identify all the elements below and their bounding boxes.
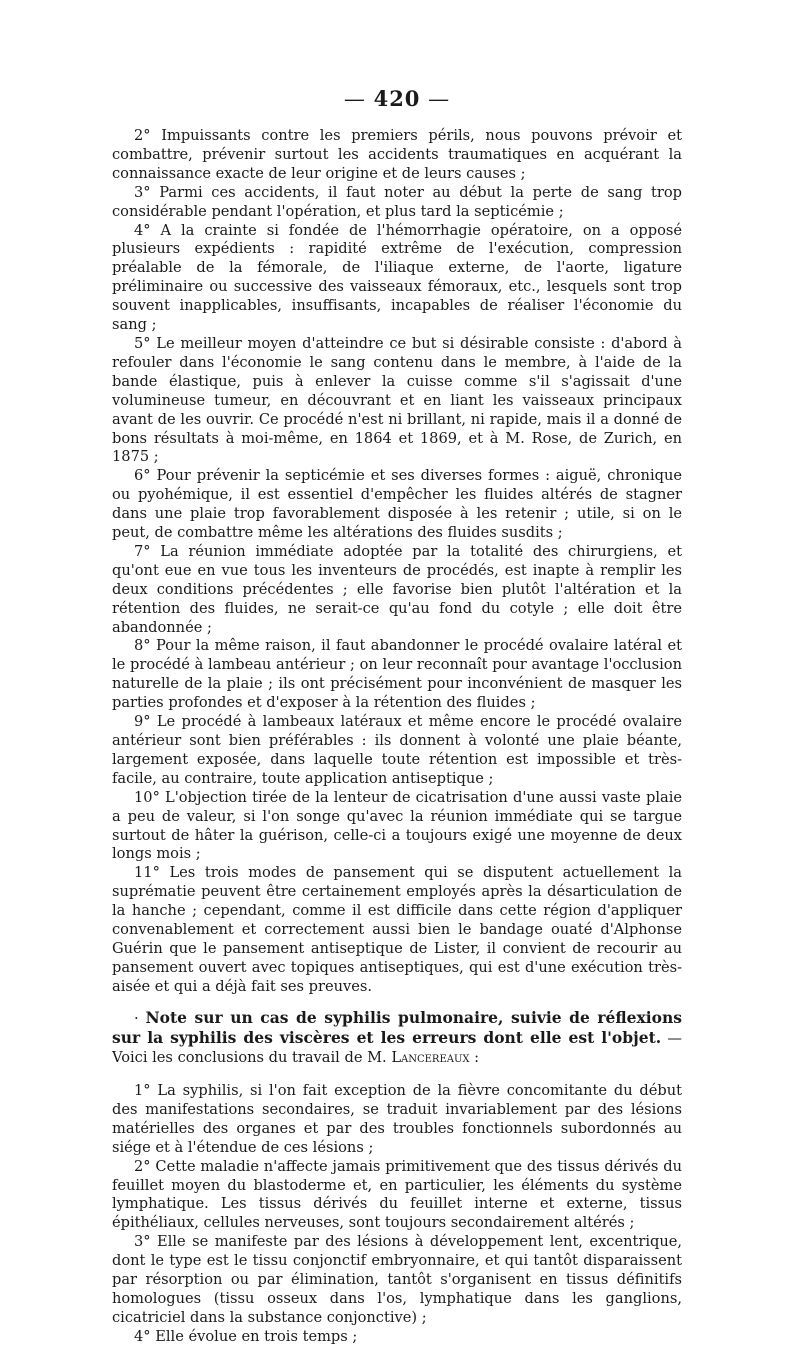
paragraph-item-4: 4° A la crainte si fondée de l'hémorrhagie opératoire, on a opposé plusieurs expédients : rapidité extrême de l'exécution, compression préalable de la fémorale, de l'iliaque externe, de l'aorte, ligature préliminaire ou successive des vaisseaux fémoraux, etc., lesquels sont trop souvent inapplicables, insuffisants, incapables de réaliser l'économie du sang ; (112, 221, 682, 334)
paragraph-item-8: 8° Pour la même raison, il faut abandonner le procédé ovalaire latéral et le procédé à lambeau antérieur ; on leur reconnaît pour avantage l'occlusion naturelle de la plaie ; ils ont précisément pour inconvénient de masquer les parties profondes et d'exposer à la rétention des fluides ; (112, 637, 682, 712)
note-intro-after: : (469, 1048, 480, 1066)
note-title: Note sur un cas de syphilis pulmonaire, suivie de réflexions sur la syphilis des viscères et les erreurs dont elle est l'objet. (112, 1007, 682, 1047)
paragraph-item-5: 5° Le meilleur moyen d'atteindre ce but si désirable consiste : d'abord à refouler dans l'économie le sang contenu dans le membre, à l'aide de la bande élastique, puis à enlever la cuisse comme s'il s'agissait d'une volumineuse tumeur, en découvrant et en liant les vaisseaux principaux avant de les ouvrir. Ce procédé n'est ni brillant, ni rapide, mais il a donné de bons résultats à moi-même, en 1864 et 1869, et à M. Rose, de Zurich, en 1875 ; (112, 334, 682, 466)
conclusion-item-3: 3° Elle se manifeste par des lésions à développement lent, excentrique, dont le type est le tissu conjonctif embryonnaire, et qui tantôt disparaissent par résorption ou par élimination, tantôt s'organisent en tissus définitifs homologues (tissu osseux dans l'os, lymphatique dans les ganglions, cicatriciel dans la substance conjonctive) ; (112, 1233, 682, 1326)
paragraph-item-9: 9° Le procédé à lambeaux latéraux et même encore le procédé ovalaire antérieur sont bien préférables : ils donnent à volonté une plaie béante, largement exposée, dans laquelle toute rétention est impossible et très-facile, au contraire, toute application antiseptique ; (112, 713, 682, 787)
conclusion-item-1: 1° La syphilis, si l'on fait exception de la fièvre concomitante du début des manifestations secondaires, se traduit invariablement par des lésions matérielles des organes et par des troubles fonctionnels subordonnés au siége et à l'étendue de ces lésions ; (112, 1082, 682, 1156)
note-heading-paragraph (112, 1009, 682, 1068)
paragraph-item-10: 10° L'objection tirée de la lenteur de cicatrisation d'une aussi vaste plaie a peu de valeur, si l'on songe qu'avec la réunion immédiate qui se targue surtout de hâter la guérison, celle-ci a toujours exigé une moyenne de deux longs mois ; (112, 788, 682, 863)
page-number-value: 420 (373, 86, 421, 111)
note-intro-before: — Voici les conclusions du travail de M. (112, 1029, 683, 1066)
paragraph-item-2: 2° Impuissants contre les premiers périls, nous pouvons prévoir et combattre, prévenir surtout les accidents traumatiques en acquérant la connaissance exacte de leur origine et de leurs causes ; (112, 127, 682, 182)
paragraph-item-7: 7° La réunion immédiate adoptée par la totalité des chirurgiens, et qu'ont eue en vue tous les inventeurs de procédés, est inapte à remplir les deux conditions précédentes ; elle favorise bien plutôt l'altération et la rétention des fluides, ne serait-ce qu'au fond du cotyle ; elle doit être abandonnée ; (112, 542, 682, 636)
paragraph-item-6: 6° Pour prévenir la septicémie et ses diverses formes : aiguë, chronique ou pyohémique, il est essentiel d'empêcher les fluides altérés de stagner dans une plaie trop favorablement disposée à les retenir ; utile, si on le peut, de combattre même les altérations des fluides susdits ; (112, 467, 682, 542)
page-number (112, 86, 682, 111)
document-page (112, 86, 682, 1347)
note-author: Lancereaux (391, 1048, 470, 1066)
paragraph-item-3: 3° Parmi ces accidents, il faut noter au début la perte de sang trop considérable pendant l'opération, et plus tard la septicémie ; (112, 183, 682, 220)
page-number-dash-right: — (420, 87, 451, 111)
note-bullet: · (134, 1009, 146, 1027)
conclusion-item-2: 2° Cette maladie n'affecte jamais primitivement que des tissus dérivés du feuillet moyen du blastoderme et, en particulier, les éléments du système lymphatique. Les tissus dérivés du feuillet interne et externe, tissus épithéliaux, cellules nerveuses, sont toujours secondairement altérés ; (112, 1157, 682, 1232)
paragraph-item-11: 11° Les trois modes de pansement qui se disputent actuellement la suprématie peuvent être certainement employés après la désarticulation de la hanche ; cependant, comme il est difficile dans cette région d'appliquer convenablement et correctement aussi bien le bandage ouaté d'Alphonse Guérin que le pansement antiseptique de Lister, il convient de recourir au pansement ouvert avec topiques antiseptiques, qui est d'une exécution très-aisée et qui a déjà fait ses preuves. (112, 864, 682, 995)
page-number-dash-left: — (343, 87, 374, 111)
conclusion-item-4: 4° Elle évolue en trois temps ; (134, 1327, 358, 1345)
